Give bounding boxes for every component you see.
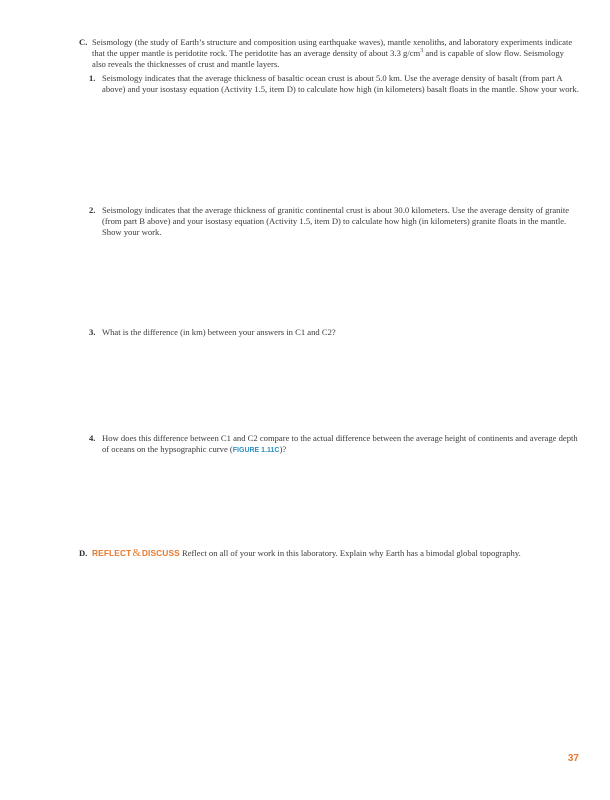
question-text-before: How does this difference between C1 and C2 compare to the actual difference between the average height of continents and average depth of oceans on the hypsographic curve ( <box>102 433 578 455</box>
question-text: What is the difference (in km) between your answers in C1 and C2? <box>102 327 336 337</box>
section-d-body: Reflect on all of your work in this laboratory. Explain why Earth has a bimodal global topography. <box>179 548 521 558</box>
ampersand-glyph: & <box>132 547 141 559</box>
section-c-marker: C. <box>79 37 88 47</box>
section-c-text-part1: Seismology (the study of Earth’s structure and composition using earthquake waves), mantle xenoliths, and laboratory experiments indicate that the upper mantle is peridotite rock. The peridotite has an average density of about 3.3 g/cm <box>92 37 573 59</box>
question-text <box>102 433 579 456</box>
cubic-superscript: 3 <box>420 48 424 55</box>
discuss-label: DISCUSS <box>141 548 180 558</box>
question-c2 <box>89 205 579 239</box>
section-c-text-part2: and is capable of slow flow. Seismology also reveals the thicknesses of crust and mantle layers. <box>92 48 564 70</box>
question-number: 3. <box>89 327 96 337</box>
page-number: 37 <box>567 753 579 764</box>
question-number: 1. <box>89 73 96 83</box>
question-number: 2. <box>89 205 96 215</box>
question-text: Seismology indicates that the average thickness of basaltic ocean crust is about 5.0 km. Use the average density of basalt (from part A above) and your isostasy equation (Activity 1.5, item D) to calculate how high (in kilometers) basalt floats in the mantle. Show your work. <box>102 73 579 95</box>
section-d <box>79 548 579 559</box>
question-number: 4. <box>89 433 96 443</box>
figure-reference-link[interactable]: FIGURE 1.11C <box>232 447 280 455</box>
question-c4 <box>89 433 579 456</box>
section-d-text <box>92 548 579 559</box>
question-c3 <box>89 327 579 338</box>
question-c1 <box>89 73 579 95</box>
reflect-label: REFLECT <box>92 548 132 558</box>
section-c <box>79 37 579 71</box>
question-text-after: )? <box>279 444 287 455</box>
section-d-marker: D. <box>79 548 88 558</box>
question-text: Seismology indicates that the average thickness of granitic continental crust is about 30.0 kilometers. Use the average density of granite (from part B above) and your isostasy equation (Activity 1.5, item D) to calculate how high (in kilometers) granite floats in the mantle. Show your work. <box>102 205 570 238</box>
section-c-text <box>92 37 579 71</box>
